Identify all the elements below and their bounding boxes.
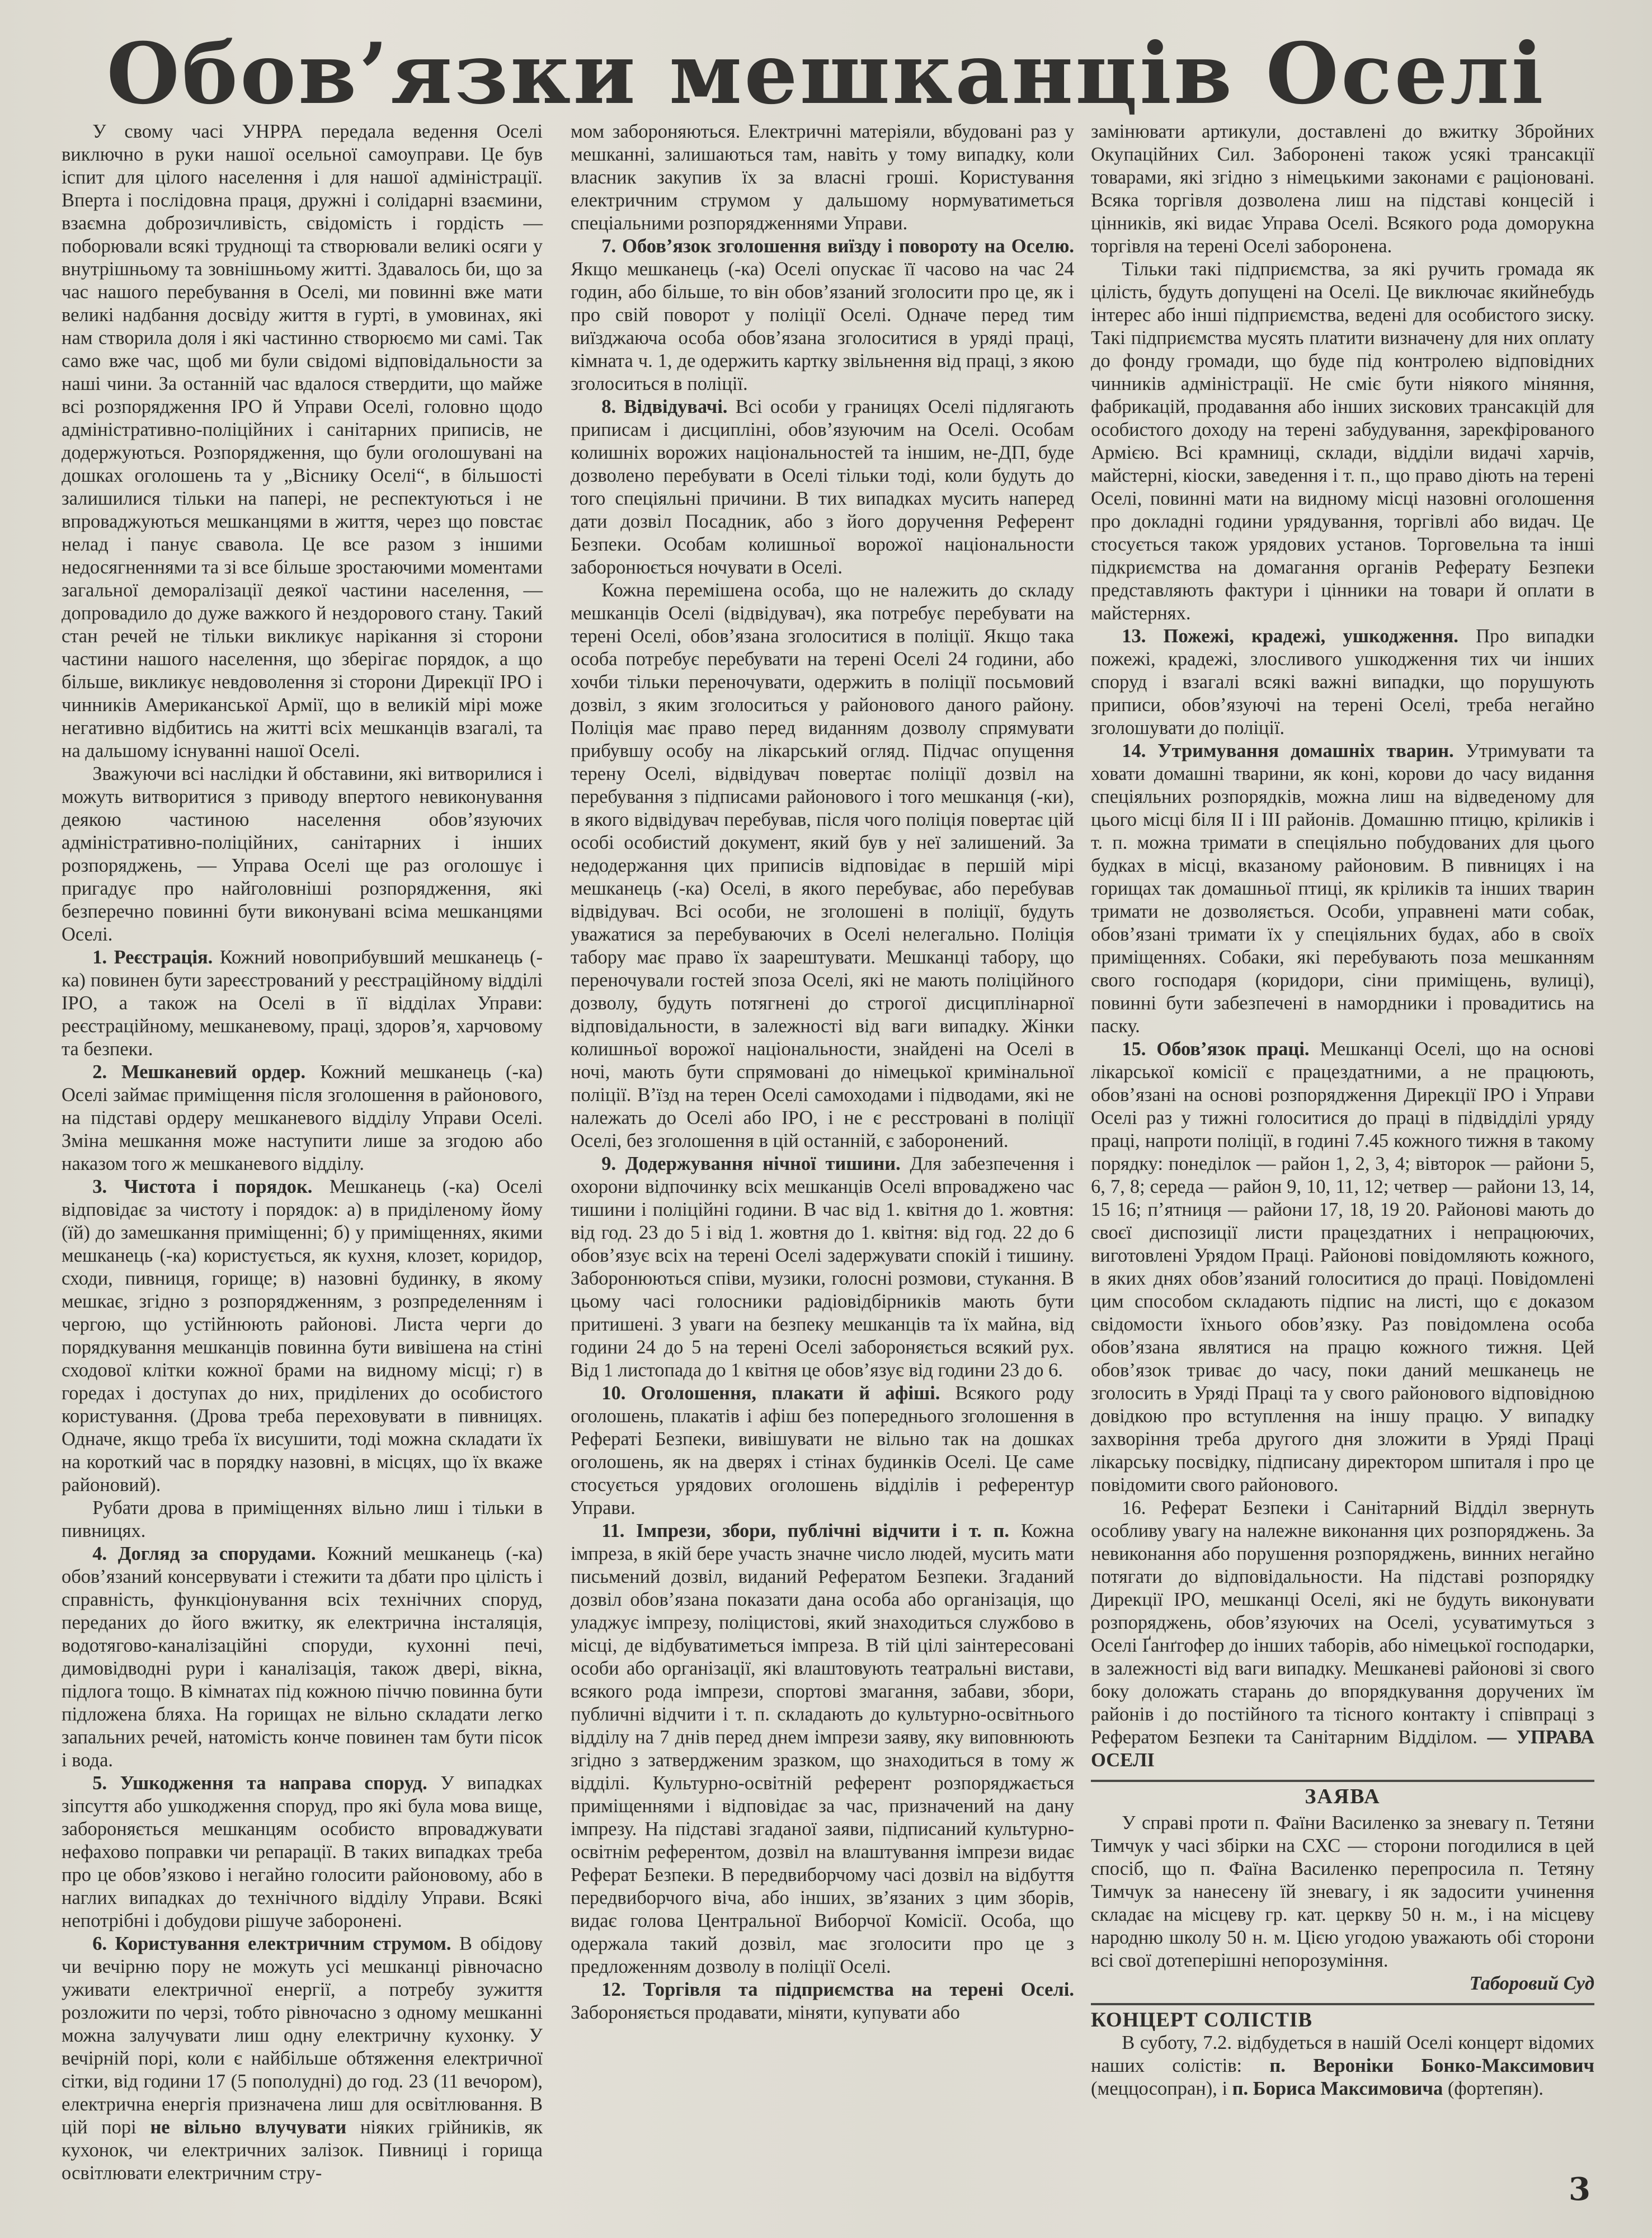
intro-paragraph-1: У свому часі УНРРА передала ведення Оселі виключно в руки нашої осельної самоуправи. Це був іспит для цілого населення і для нашої адміністрації. Вперта і послідовна праця, дружні і солідарні взаємини, взаємна доброзичливість, свідомість і гордість — поборювали всякі труднощі та створювали великі осяги у внутрішньому та зовнішньому житті. Здавалось би, що за час нашого перебування в Оселі, ми повинні вже мати великі надбання досвіду життя в гурті, в умовинах, які нам створила доля і які частинно створюємо ми самі. Так само вже час, щоб ми були свідомі відповідальности за наші чини. За останній час вдалося ствердити, що майже всі розпорядження ІРО й Управи Оселі, головно щодо адміністративно-поліційних і санітарних приписів, не додержуються. Розпорядження, що були оголошувані на дошках оголошень та у „Віснику Оселі“, в більшості залишилися тільки на папері, не респектуються і не впроваджуються мешканцями в життя, через що повстає нелад і панує свавола. Це все разом з іншими недосягненнями та зі все більше зростаючими моментами загальної деморалізації деякої частини населення, — допровадило до дуже важкого й нездорового стану. Такий стан речей не тільки викликує нарікання зі сторони частини нашого населення, що зберігає порядок, а що більше, викликує невдоволення зі сторони Дирекції ІРО і чинників Американської Армії, що в великій мірі може негативно відбитись на житті всіх мешканців взагалі, та на дальшому існуванні нашої Оселі. [62,121,543,761]
section-3-text: Мешканець (-ка) Оселі відповідає за чистоту і порядок: а) в приділеному йому (їй) до замешкання приміщенні; б) у приміщеннях, якими мешканець (-ка) користується, як кухня, клозет, коридор, сходи, пивниця, горище; в) назовні будинку, в якому мешкає, згідно з розпорядженням, з розпределенням і чергою, що устійнюють районові. Листа черги до порядкування мешканців повинна бути вивішена на стіні сходової клітки кожної брами на видному місці; г) в горедах і доступах до них, приділених до особистого користування. (Дрова треба переховувати в пивницях. Одначе, якщо треба їх висушити, тоді можна складати їх на короткий час в порядку назовні, в місцях, що їх вкаже районовий). [62,1176,543,1496]
notice-text: У справі проти п. Фаїни Василенко за зневагу п. Тетяни Тимчук у часі збірки на СХС — сторони погодилися в цей спосіб, що п. Фаїна Василенко перепросила п. Тетяну Тимчук за нанесену їй зневагу, і як задосити учинення складає на місцеву гр. кат. церкву 50 н. м., і на місцеву народню школу 50 н. м. Цією угодою уважають обі сторони всі свої дотеперішні непорозуміння. [1091,1812,1594,1971]
column-1 [62,120,543,2184]
section-1 [62,946,543,1061]
section-2 [62,1061,543,1176]
concert-title: КОНЦЕРТ СОЛІСТІВ [1091,2009,1313,2032]
section-16 [1091,1497,1594,1772]
section-7-heading: 7. Обов’язок зголошення виїзду і повороту на Оселю. [601,236,1074,257]
concert-text-1: В суботу, 7.2. відбудеться в нашій Оселі концерт відомих наших солістів: [1091,2032,1594,2076]
notice-title: ЗАЯВА [1305,1785,1381,1808]
section-8-extra: Кожна перемішена особа, що не належить до складу мешканців Оселі (відвідувач), яка потребує перебувати на терені Оселі, обов’язана зголоситися в поліції. Якщо така особа потребує перебувати на терені Оселі 24 години, або хочби тільки переночувати, одержить в поліції посьмовий дозвіл, з яким зголоситься у районового даного району. Поліція має право перед виданням дозволу спрямувати прибувшу особу на лікарський огляд. Підчас опущення терену Оселі, відвідувач повертає поліції дозвіл на перебування з підписами районового і того мешканця (-ки), в якого відвідувач перебував, після чого поліція повертає цій особі особистий документ, який був у неї залишений. За недодержання цих приписів відповідає в першій мірі мешканець (-ка) Оселі, в якого перебуває, або перебував відвідувач. Всі особи, не зголошені в поліції, будуть уважатися за перебуваючих в Оселі нелегально. Поліція табору має право їх заарештувати. Мешканці табору, що переночували гостей зпоза Оселі, які не мають поліційного дозволу, будуть потягнені до строгої дисциплінарної відповідальности, в залежності від ваги випадку. Жінки колишньої ворожої національности, знайдені на Оселі в ночі, мають бути спрямовані до німецької кримінальної поліції. В’їзд на терен Оселі самоходами і підводами, які не належать до Оселі або ІРО, і не є ресстровані в поліції Оселі, без зголошення в цій останній, є заборонений. [571,580,1074,1151]
divider-2 [1091,2003,1594,2005]
section-4-heading: 4. Догляд за спорудами. [92,1543,316,1564]
section-1-text: Кожний новоприбувший мешканець (-ка) повинен бути зареєстрований у реєстраційному відділі ІРО, а також на Оселі в її відділах Управи: реєстраційному, мешканевому, праці, здоров’я, харчовому та безпеки. [62,947,543,1060]
divider [1091,1780,1594,1782]
column-3 [1091,120,1595,2099]
section-12-text: Забороняється продавати, міняти, купувати або [571,2002,960,2023]
notice-signature: Таборовий Суд [1469,1973,1594,1994]
page-title: Обов’язки мешканців Оселі [106,25,1546,123]
section-15-text: Мешканці Оселі, що на основі лікарської комісії є працездатними, а не працюють, обов’язані на основі розпорядження Дирекції ІРО і Управи Оселі раз у тижні голоситися до праці в підвідділі уряду праці, напроти поліції, в годині 7.45 кожного тижня в такому порядку: понеділок — район 1, 2, 3, 4; вівторок — райони 5, 6, 7, 8; середа — район 9, 10, 11, 12; четвер — райони 13, 14, 15 16; п’ятниця — райони 17, 18, 19 20. Районові мають до своєї диспозиції листи працездатних і непрацюючих, виготовлені Урядом Праці. Районові повідомляють кожного, в яких днях обов’язаний голоситися до праці. Повідомлені цим способом складають підпис на листі, що є доказом свідомости їхнього обов’язку. Раз повідомлена особа обов’язана являтися на працю кожного тижня. Цей обов’язок триває до часу, поки даний мешканець не зголосить в Уряді Праці та у свого районового відповідною довідкою про вступлення на іншу працю. У випадку захворіння треба другого дня зложити в Уряді Праці лікарську посвідку, підписану директором шпиталя і про це повідомити свого районового. [1091,1038,1595,1496]
continuation-text-col3: замінювати артикули, доставлені до вжитку Збройних Окупаційних Сил. Заборонені також усякі трансакції товарами, які згідно з німецькими законами є раціоновані. Всяка торгівля дозволена лиш на підставі концесій і цінників, які видає Управа Оселі. Всякого рода доморукна торгівля на терені Оселі заборонена. [1091,121,1594,257]
section-5-text: У випадках зіпсуття або ушкодження споруд, про які була мова вище, забороняється мешканцям особисто впроваджувати нефахово поправки чи репарації. В таких випадках треба про це обов’язково і негайно голосити районовому, або в наглих випадках до технічного відділу Управи. Всякі непотрібні і добудови рішуче заборонені. [62,1772,543,1931]
column-2 [571,120,1074,2168]
section-6-heading: 6. Користування електричним струмом. [92,1933,451,1954]
section-9 [571,1153,1074,1382]
continuation-text: мом забороняються. Електричні матеріяли, вбудовані раз у мешканні, залишаються там, навіть у тому випадку, коли власник закупив їх за власні гроші. Користування електричним струмом у дальшому нормуватиметься спеціальними розпорядженнями Управи. [571,121,1074,234]
section-15 [1091,1038,1594,1497]
section-10-heading: 10. Оголошення, плакати й афіші. [601,1383,940,1404]
section-3 [62,1176,543,1497]
section-15-heading: 15. Обов’язок праці. [1122,1038,1310,1060]
section-9-heading: 9. Додержування нічної тишини. [601,1153,901,1174]
section-6 [62,1933,543,2185]
section-11-text: Кожна імпреза, в якій бере участь значне число людей, мусить мати письмений дозвіл, виданий Рефератом Безпеки. Згаданий дозвіл обов’язана показати дана особа або організація, що уладжує імпрезу, поліцистові, який знаходиться службово в місці, де відбуватиметься імпреза. В тій цілі заінтересовані особи або організації, які влаштовують театральні вистави, всякого рода імпрези, спортові змагання, забави, збори, публичні відчити і т. п. складають до культурно-освітнього відділу на 7 днів перед днем імпрези заяву, яку виповнюють згідно з затвердженим зразком, що знаходиться в тому ж відділі. Культурно-освітній референт розпоряджається приміщеннями і відповідає за час, призначений на дану імпрезу. На підставі згаданої заяви, підписаний культурно-освітнім референтом, дозвіл на влаштування імпрези видає Реферат Безпеки. В передвиборчому часі дозвіл на відбуття передвиборчого віча, або інших, зв’язаних з цим зборів, видає голова Центральної Виборчої Комісії. Особа, що одержала такий дозвіл, має зголосити про це з предложенням дозволу в поліції Оселі. [571,1520,1075,1977]
section-7 [571,235,1074,396]
concert-text-3: (фортепян). [1447,2078,1544,2099]
section-10-text: Всякого роду оголошень, плакатів і афіш без попереднього зголошення в Рефераті Безпеки, вивішувати не вільно так на дошках оголошень, як на дверях і стінах будинків Оселі. Це саме стосується урядових оголошень відділів і референтур Управи. [571,1383,1074,1518]
section-6-bold: не вільно влучувати [150,2117,347,2138]
section-8-text: Всі особи у границях Оселі підлягають приписам і дисципліні, обов’язуючим на Оселі. Особам колишніх ворожих національностей та іншим, не-ДП, буде дозволено перебувати в Оселі тільки тоді, коли будуть до того спеціяльні причини. В тих випадках мусить наперед дати дозвіл Посадник, або з його доручення Референт Безпеки. Особам колишньої ворожої національности заборонюється ночувати в Оселі. [571,396,1074,578]
section-14-text: Утримувати та ховати домашні тварини, як коні, корови до часу видання спеціяльних розпорядків, можна лиш на відведеному для цього місці біля ІІ і ІІІ районів. Домашню птицю, кріликів і т. п. можна тримати в спеціяльно побудованих для цього будках в місці, вказаному районовим. В пивницях і на горищах так домашньої птиці, як кріликів та інших тварин тримати не дозволяється. Особи, управнені мати собак, обов’язані тримати їх у спеціяльних будах, або в своїх приміщеннях. Собаки, які перебувають поза мешканням свого господаря (коридори, сіни приміщень, вулиці), повинні бути забезпечені в намордники і провадитись на паску. [1091,740,1594,1037]
section-4-text: Кожний мешканець (-ка) обов’язаний консервувати і стежити та дбати про цілість і справність, функціонування всіх технічних споруд, переданих до його вжитку, як електрична інсталяція, водотягово-каналізаційні споруди, кухонні печі, димовідводні рури і каналізація, також двері, вікна, підлога тощо. В кімнатах під кожною піччю повинна бути підложена бляха. На горищах не вільно складати легко запальних речей, натомість конче повинен там бути пісок і вода. [62,1543,543,1771]
page-number: 3 [1569,2171,1590,2208]
section-13 [1091,625,1594,740]
section-12 [571,1978,1074,2024]
signature-uprava: — УПРАВА ОСЕЛІ [1091,1727,1595,1771]
section-10 [571,1382,1074,1520]
concert-performer-2: п. Бориса Максимовича [1232,2078,1443,2099]
section-1-heading: 1. Реєстрація. [92,947,213,968]
section-11-heading: 11. Імпрези, збори, публічні відчити і т. п. [601,1520,1010,1541]
concert-text [1091,2032,1594,2100]
section-16-text: 16. Реферат Безпеки і Санітарний Відділ звернуть особливу увагу на належне виконання цих розпоряджень. За невиконання або порушення розпоряджень, винних негайно потягати до відповідальности. На підставі розпорядку Дирекції ІРО, мешканці Оселі, які не будуть виконувати розпоряджень, обов’язуючих на Оселі, усуватимуться з Оселі Ґанґгофер до інших таборів, або німецької господарки, в залежності від ваги випадку. Мешканеві районові зі свого боку доложать старань до впорядкування доручених їм районів і до постійного та тісного контакту і співпраці з Рефератом Безпеки та Санітарним Відділом. [1091,1497,1594,1748]
section-8-heading: 8. Відвідувачі. [601,396,728,417]
section-11 [571,1520,1074,1978]
section-5 [62,1772,543,1933]
section-13-text: Про випадки пожежі, крадежі, злосливого ушкодження тих чи інших споруд і взагалі всякі важні випадки, що порушують приписи, обов’язуючі на терені Оселі, треба негайно зголошувати до поліції. [1091,626,1594,739]
section-14 [1091,740,1594,1038]
section-3-heading: 3. Чистота і порядок. [92,1176,313,1197]
section-9-text: Для забезпечення і охорони відпочинку всіх мешканців Оселі впроваджено час тишини і поліційні години. В час від 1. квітня до 1. жовтня: від год. 23 до 5 і від 1. жовтня до 1. квітня: від год. 22 до 6 обов’язує всіх на терені Оселі задержувати спокій і тишину. Заборонюються співи, музики, голосні розмови, стукання. В цьому часі голосники радіовідбірників мають бути притишені. З уваги на безпеку мешканців та їх майна, від години 24 до 5 на терені Оселі забороняється всякий рух. Від 1 листопада до 1 квітня це обов’язує від години 23 до 6. [571,1153,1074,1381]
section-6-text-2: ніяких грійників, як кухонок, чи електричних залізок. Пивниці і горища освітлювати електричним стру- [62,2117,543,2184]
section-2-text: Кожний мешканець (-ка) Оселі займає приміщення після зголошення в районового, на підставі ордеру мешканевого відділу Управи Оселі. Зміна мешкання може наступити лише за згодою або наказом того ж мешканевого відділу. [62,1061,543,1174]
section-12-heading: 12. Торгівля та підприємства на терені Оселі. [601,1979,1074,2000]
continuation-paragraph-2: Тільки такі підприємства, за які ручить громада як цілість, будуть допущені на Оселі. Це виключає якийнебудь інтерес або інші підприємства, ведені для особистого зиску. Такі підприємства мусять платити визначену для них оплату до фонду громади, що буде під контролею відповідних чинників адміністрації. Не сміє бути ніякого міняння, фабрикацій, продавання або інших зискових трансакцій для особистого доходу на терені забудування, зарекфірованого Армією. Всі крамниці, склади, відділи видачі харчів, майстерні, кіоски, заведення і т. п., що право діють на терені Оселі, повинні мати на видному місці назовні оголошення про докладні години урядування, торгівлі або видач. Це стосується також урядових установ. Торговельна та інші підкриємства на домагання органів Реферату Безпеки представляють фактури і цінники на товари й оплати в майстернях. [1091,258,1594,624]
section-6-text: В обідову чи вечірню пору не можуть усі мешканці рівночасно уживати електричної енергії, а потребу зужиття розложити по черзі, тобто рівночасно з одному мешканні можна залучувати лиш одну електричну кухонку. У вечірній порі, коли є найбільше обтяження електричної сітки, від години 17 (5 пополудні) до год. 23 (11 вечором), електрична енергія призначена лиш для освітлювання. В цій порі [62,1933,543,2138]
section-2-heading: 2. Мешканевий ордер. [92,1061,306,1083]
concert-performer-1: п. Вероніки Бонко-Максимович [1269,2055,1594,2076]
section-5-heading: 5. Ушкодження та направа споруд. [92,1772,427,1794]
section-14-heading: 14. Утримування домашніх тварин. [1122,740,1454,761]
section-13-heading: 13. Пожежі, крадежі, ушкодження. [1122,626,1458,647]
section-4 [62,1543,543,1772]
section-8 [571,396,1074,579]
section-3-extra: Рубати дрова в приміщеннях вільно лиш і тільки в пивницях. [62,1497,543,1541]
intro-paragraph-2: Зважуючи всі наслідки й обставини, які витворилися і можуть витворитися з приводу впертого невиконування деякою частиною населення обов’язуючих адміністративно-поліційних, санітарних і інших розпоряджень, — Управа Оселі ще раз оголошує і пригадує про найголовніші розпорядження, які безперечно повинні бути виконувані всіма мешканцями Оселі. [62,763,543,945]
section-7-text: Якщо мешканець (-ка) Оселі опускає її часово на час 24 годин, або більше, то він обов’язаний зголосити про це, як і про свій поворот у поліції Оселі. Одначе перед тим виїзджаюча особа обов’язана зголоситися в уряді праці, кімната ч. 1, де одержить картку звільнення від праці, з якою зголоситься в поліції. [571,258,1074,394]
concert-text-2: (меццосопран), і [1091,2078,1228,2099]
